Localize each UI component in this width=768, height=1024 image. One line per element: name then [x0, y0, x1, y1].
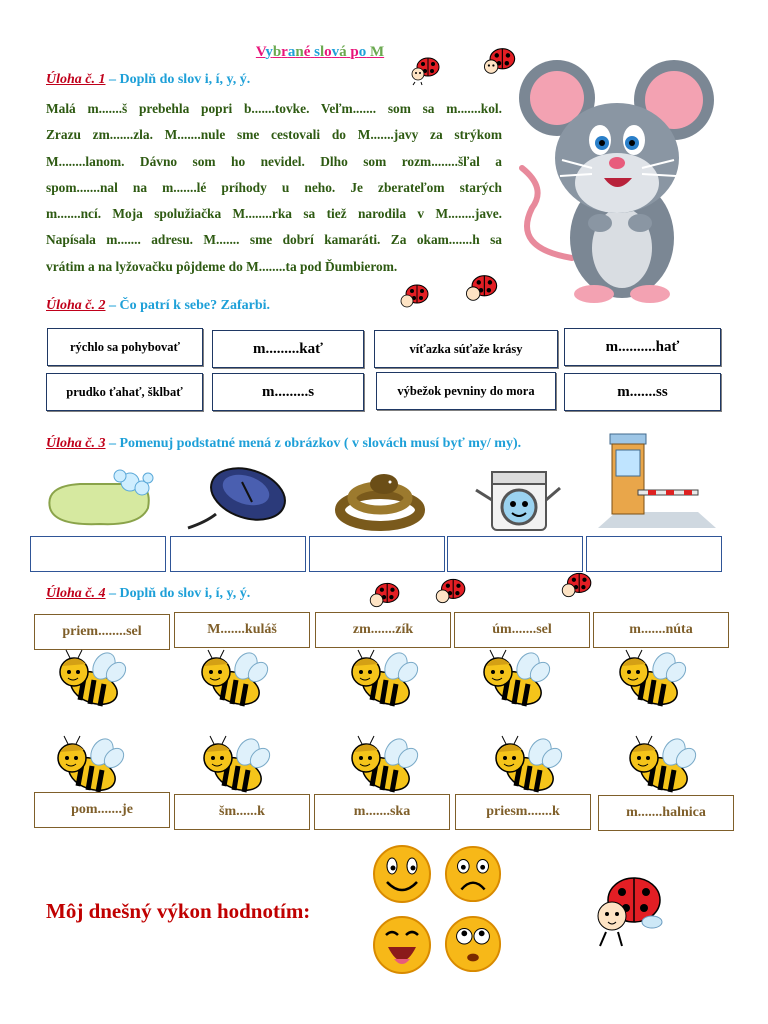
word-box[interactable]: m.......núta	[593, 612, 729, 648]
match-box[interactable]: m.......ss	[564, 373, 721, 411]
match-box[interactable]: m.........kať	[212, 330, 364, 368]
word-box[interactable]: priesm.......k	[455, 794, 591, 830]
toll-booth-icon	[598, 428, 716, 532]
task3-number: Úloha č. 3	[46, 436, 106, 451]
task2-instruction: – Čo patrí k sebe? Zafarbi	[105, 298, 267, 313]
word-box[interactable]: m.......ska	[314, 794, 450, 830]
bee-icon	[346, 734, 420, 800]
task3-heading	[46, 436, 521, 452]
task4-instruction: – Doplň do slov i, í, y, ý.	[105, 586, 251, 601]
ladybug-icon	[432, 572, 468, 610]
match-box[interactable]: rýchlo sa pohybovať	[47, 328, 203, 366]
word-box[interactable]: zm.......zík	[315, 612, 451, 648]
task1-line: Malá m.......š prebehla popri b.......tovke. Veľm....... som sa m.......kol.	[46, 101, 502, 116]
bee-icon	[624, 734, 698, 800]
task3-instruction: – Pomenuj podstatné mená z obrázkov ( v slovách musí byť my/ my).	[105, 436, 522, 451]
task1-line: vrátim a na lyžovačku pôjdeme do M........ta pod Ďumbierom.	[46, 258, 398, 274]
bee-icon	[198, 734, 272, 800]
match-box[interactable]: výbežok pevniny do mora	[376, 372, 556, 410]
bee-icon	[490, 734, 564, 800]
task1-line: Napísala m....... adresu. M....... sme dobrí kamaráti. Za okam.......h sa	[46, 232, 502, 248]
task4-heading	[46, 586, 250, 602]
task1-line: m.......ncí. Moja spolužiačka M........rka sa tiež narodila v M........jave.	[46, 206, 502, 222]
computer-mouse-icon	[186, 462, 290, 534]
bee-icon	[478, 648, 552, 714]
ladybug-icon	[588, 870, 666, 950]
surprised-face-icon[interactable]	[444, 914, 502, 974]
mouse-illustration	[512, 48, 722, 306]
match-box[interactable]: m.........s	[212, 373, 364, 411]
word-box[interactable]: m.......halnica	[598, 795, 734, 831]
bee-icon	[346, 648, 420, 714]
bee-icon	[54, 648, 128, 714]
match-box[interactable]: prudko ťahať, šklbať	[46, 373, 203, 411]
task2-heading	[46, 298, 270, 314]
task1-instruction: – Doplň do slov i, í, y, ý.	[105, 72, 251, 87]
task1-heading	[46, 72, 250, 88]
match-box[interactable]: víťazka súťaže krásy	[374, 330, 558, 368]
task2-dot: .	[266, 298, 270, 313]
task1-line: M........lanom. Dávno som ho nevidel. Dlho som rozm........šľal a	[46, 153, 502, 169]
snake-icon	[332, 462, 428, 532]
task1-line: Zrazu zm.......zla. M.......nule sme cestovali do M.......javy za strýkom	[46, 127, 502, 143]
answer-field[interactable]	[309, 536, 445, 572]
title-letter: V	[255, 44, 266, 60]
task1-number: Úloha č. 1	[46, 72, 106, 87]
title-letter: v	[331, 44, 340, 60]
title-letter: n	[295, 44, 304, 60]
soap-icon	[40, 468, 156, 530]
ladybug-icon	[408, 52, 442, 86]
title-letter: é	[303, 44, 311, 60]
rating-label: Môj dnešný výkon hodnotím:	[46, 899, 311, 923]
title-letter: o	[324, 44, 332, 60]
word-box[interactable]: úm.......sel	[454, 612, 590, 648]
task2-number: Úloha č. 2	[46, 298, 106, 313]
word-box[interactable]: pom.......je	[34, 792, 170, 828]
ladybug-icon	[366, 576, 402, 614]
ladybug-icon	[397, 278, 431, 314]
ladybug-icon	[462, 268, 500, 308]
title-letter: b	[272, 44, 282, 60]
answer-field[interactable]	[170, 536, 306, 572]
washing-machine-icon	[470, 462, 566, 534]
title-letter: r	[281, 44, 288, 60]
bee-icon	[52, 734, 126, 800]
bee-icon	[614, 648, 688, 714]
word-box[interactable]: priem........sel	[34, 614, 170, 650]
answer-field[interactable]	[586, 536, 722, 572]
bee-icon	[196, 648, 270, 714]
happy-face-icon[interactable]	[372, 844, 432, 904]
word-box[interactable]: M.......kuláš	[174, 612, 310, 648]
task1-line: spom.......nal na m.......lé príhody u neho. Je zberateľom starých	[46, 179, 502, 195]
ladybug-icon	[558, 566, 594, 604]
title-letter: o	[358, 44, 367, 60]
title-letter: l	[319, 44, 325, 60]
title-letter: y	[265, 44, 273, 60]
match-box[interactable]: m..........hať	[564, 328, 721, 366]
title-letter: a	[287, 44, 296, 60]
answer-field[interactable]	[30, 536, 166, 572]
task4-number: Úloha č. 4	[46, 586, 106, 601]
task1-paragraph	[46, 96, 502, 280]
word-box[interactable]: šm......k	[174, 794, 310, 830]
title-letter: p	[350, 44, 359, 60]
title-letter: á	[339, 44, 347, 60]
title-letter: s	[314, 44, 320, 60]
laughing-face-icon[interactable]	[372, 914, 432, 976]
sad-face-icon[interactable]	[444, 844, 502, 904]
title-letter: M	[369, 44, 385, 60]
